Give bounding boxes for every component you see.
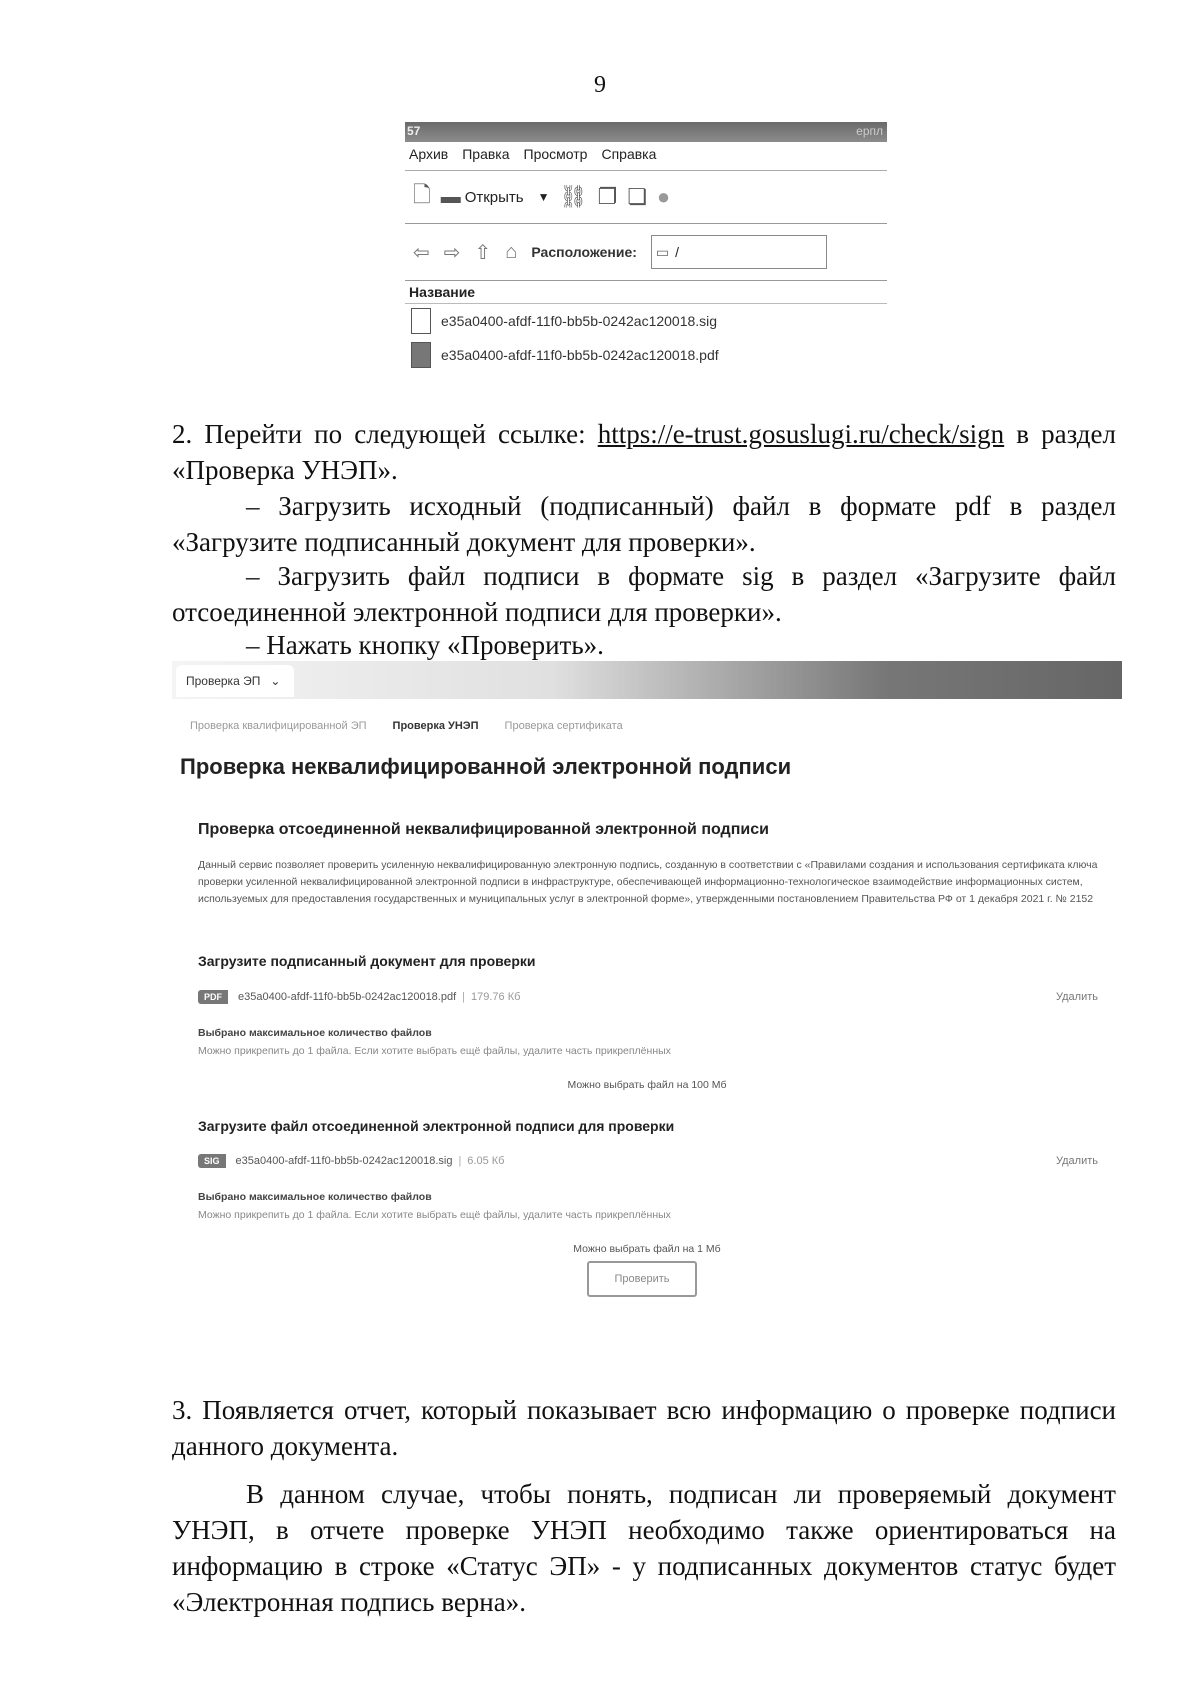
step2-paragraph [172,416,1116,488]
add-files-icon[interactable]: ❐ [597,184,618,209]
stop-icon[interactable]: ● [656,184,671,209]
bullet-press-check: – Нажать кнопку «Проверить». [246,630,604,660]
uploaded-sig-row [198,1151,1098,1171]
file-name: e35a0400-afdf-11f0-bb5b-0242ac120018.sig [235,1155,453,1167]
file-size: 6.05 Кб [467,1155,505,1167]
service-description: Данный сервис позволяет проверить усиленную неквалифицированную электронную подпись, созданную в соответствии с «Правилами создания и использования сертификата ключа проверки усиленной неквалифицированной электронной подписи в инфраструктуре, обеспечивающей информационно-технологическое взаимодействие информационных систем, используемых для предоставления государственных и муниципальных услуг в электронной форме», утвержденными постановлением Правительства РФ от 1 декабря 2021 г. № 2152 [198,859,1098,905]
tab-bar [172,661,1122,699]
max-files-text: Можно прикрепить до 1 файла. Если хотите выбрать ещё файлы, удалите часть прикреплённых [198,1045,671,1057]
list-item[interactable] [405,304,887,338]
step2-prefix: 2. Перейти по следующей ссылке: [172,419,598,449]
crumb-qualified[interactable]: Проверка квалифицированной ЭП [190,720,367,732]
list-item[interactable] [405,338,887,372]
up-icon[interactable]: ⇧ [474,241,492,264]
file-size: 179.76 Кб [471,991,521,1003]
upload-doc-title: Загрузите подписанный документ для проверки [198,953,536,969]
menu-item-archive[interactable]: Архив [409,146,449,162]
new-archive-icon[interactable]: 🗋 [413,182,431,207]
menu-item-edit[interactable]: Правка [462,146,510,162]
size-limit-text: Можно выбрать файл на 1 Мб [573,1243,721,1255]
pdf-badge: PDF [198,990,228,1004]
file-icon [411,308,431,334]
max-files-title: Выбрано максимальное количество файлов [198,1027,432,1039]
step2-suffix: в раздел «Проверка УНЭП». [172,419,1116,485]
file-name: e35a0400-afdf-11f0-bb5b-0242ac120018.pdf [238,991,457,1003]
tab-label: Проверка ЭП [186,674,261,688]
location-value: / [675,244,680,260]
section-title: Проверка отсоединенной неквалифицированной электронной подписи [198,821,769,838]
column-header-name[interactable]: Название [405,281,887,304]
separator: | [462,991,466,1003]
chevron-down-icon: ⌄ [270,674,281,688]
size-limit-text: Можно выбрать файл на 100 Мб [567,1079,727,1091]
file-name: e35a0400-afdf-11f0-bb5b-0242ac120018.sig [441,313,718,329]
archive-titlebar [405,122,887,142]
bullet-upload-sig: – Загрузить файл подписи в формате sig в раздел «Загрузите файл отсоединенной электронной подписи для проверки». [172,561,1116,627]
open-button-label: Открыть [464,188,524,206]
uploaded-pdf-row [198,987,1098,1007]
archive-window-screenshot [405,122,887,387]
sig-badge: SIG [198,1154,226,1168]
add-folder-icon[interactable]: ❏ [627,184,647,209]
forward-icon[interactable]: ⇨ [443,241,461,264]
archive-toolbar [405,171,887,224]
upload-sig-title: Загрузите файл отсоединенной электронной подписи для проверки [198,1118,675,1134]
remove-pdf-button[interactable]: Удалить [1056,991,1098,1003]
archive-navbar [405,224,887,281]
page-title: Проверка неквалифицированной электронной подписи [180,754,792,779]
menu-item-help[interactable]: Справка [601,146,657,162]
archive-menubar [405,142,887,171]
page-number: 9 [594,72,606,98]
chevron-down-icon[interactable]: ▼ [537,190,550,204]
folder-icon: ▬ [440,185,461,208]
crumb-certificate[interactable]: Проверка сертификата [504,720,623,732]
app-icon: 57 [407,124,421,138]
window-title: ерпл [856,124,883,138]
web-check-screenshot [172,661,1122,1356]
extract-icon[interactable]: ⛓ [559,184,588,209]
pdf-file-icon [411,342,431,368]
closing-paragraph: В данном случае, чтобы понять, подписан ли проверяемый документ УНЭП, в отчете проверке УНЭП необходимо также ориентироваться на информацию в строке «Статус ЭП» - у подписанных документов статус будет «Электронная подпись верна». [172,1479,1116,1617]
separator: | [458,1155,462,1167]
bullet-upload-pdf: – Загрузить исходный (подписанный) файл в формате pdf в раздел «Загрузите подписанный документ для проверки». [172,491,1116,557]
breadcrumb [190,720,623,732]
max-files-text: Можно прикрепить до 1 файла. Если хотите выбрать ещё файлы, удалите часть прикреплённых [198,1209,671,1221]
location-field[interactable] [651,235,827,269]
step3-paragraph: 3. Появляется отчет, который показывает всю информацию о проверке подписи данного документа. [172,1395,1116,1461]
check-sign-link[interactable]: https://e-trust.gosuslugi.ru/check/sign [597,419,1005,449]
crumb-unep[interactable]: Проверка УНЭП [392,720,479,732]
file-name: e35a0400-afdf-11f0-bb5b-0242ac120018.pdf [441,347,719,363]
max-files-title: Выбрано максимальное количество файлов [198,1191,432,1203]
remove-sig-button[interactable]: Удалить [1056,1155,1098,1167]
home-icon[interactable]: ⌂ [505,240,518,263]
location-label: Расположение: [531,244,637,260]
check-button[interactable]: Проверить [587,1261,697,1297]
tab-check-ep[interactable] [176,665,294,697]
menu-item-view[interactable]: Просмотр [523,146,588,162]
back-icon[interactable]: ⇦ [413,241,430,264]
open-button[interactable] [441,186,550,209]
folder-icon: ▭ [655,243,670,260]
